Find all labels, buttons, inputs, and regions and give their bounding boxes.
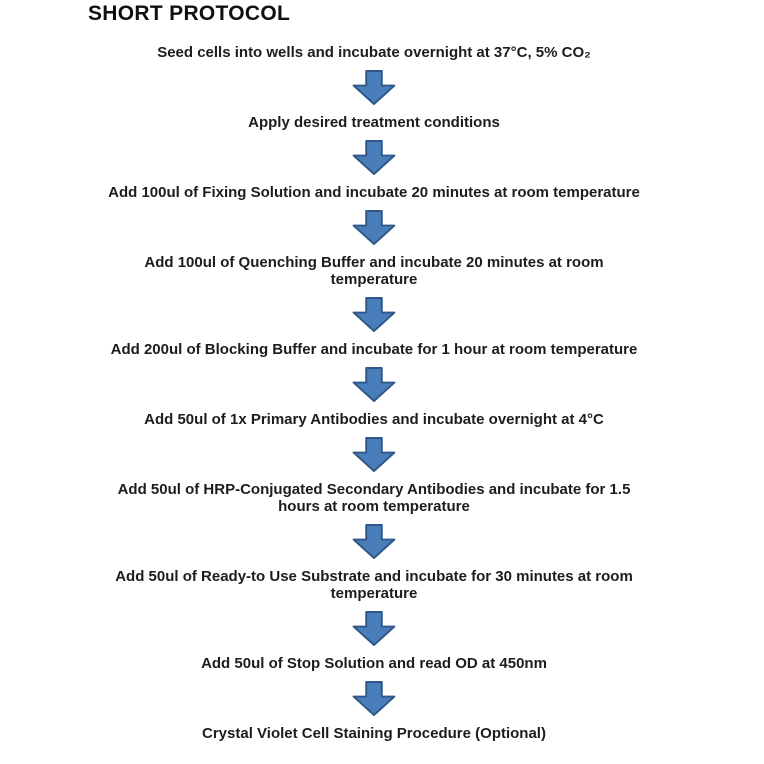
down-arrow-icon [352,437,396,472]
protocol-step-text: Crystal Violet Cell Staining Procedure (Optional) [202,725,546,742]
protocol-step-text: Add 50ul of HRP-Conjugated Secondary Antibodies and incubate for 1.5 [117,481,631,498]
protocol-step [115,568,633,602]
protocol-step-text: Add 100ul of Fixing Solution and incubate 20 minutes at room temperature [108,184,640,201]
protocol-step-text: Apply desired treatment conditions [248,114,500,131]
down-arrow-icon [352,140,396,175]
down-arrow-icon [352,70,396,105]
protocol-step-text: Add 50ul of Ready-to Use Substrate and incubate for 30 minutes at room [115,568,633,585]
protocol-step-text: Add 100ul of Quenching Buffer and incubate 20 minutes at room [144,254,604,271]
down-arrow-icon [352,367,396,402]
down-arrow-icon [352,524,396,559]
protocol-step [118,481,631,515]
down-arrow-icon [352,611,396,646]
protocol-step [201,655,547,672]
protocol-step [144,411,604,428]
protocol-step [202,725,546,742]
protocol-step-text: Add 200ul of Blocking Buffer and incubate for 1 hour at room temperature [110,341,638,358]
down-arrow-icon [352,681,396,716]
protocol-step-text: Add 50ul of 1x Primary Antibodies and incubate overnight at 4°C [144,411,604,428]
protocol-step [144,254,603,288]
page-title: SHORT PROTOCOL [88,2,291,25]
protocol-steps-flow [0,44,764,742]
protocol-step-text: temperature [330,585,418,602]
protocol-step [248,114,500,131]
protocol-step-text: Add 50ul of Stop Solution and read OD at 450nm [201,655,547,672]
down-arrow-icon [352,297,396,332]
protocol-step [108,184,640,201]
protocol-step [111,341,638,358]
protocol-step-text: hours at room temperature [278,498,470,515]
down-arrow-icon [352,210,396,245]
protocol-step-text: temperature [330,271,418,288]
protocol-step-text: Seed cells into wells and incubate overnight at 37°C, 5% CO₂ [157,44,591,61]
protocol-step [157,44,591,61]
